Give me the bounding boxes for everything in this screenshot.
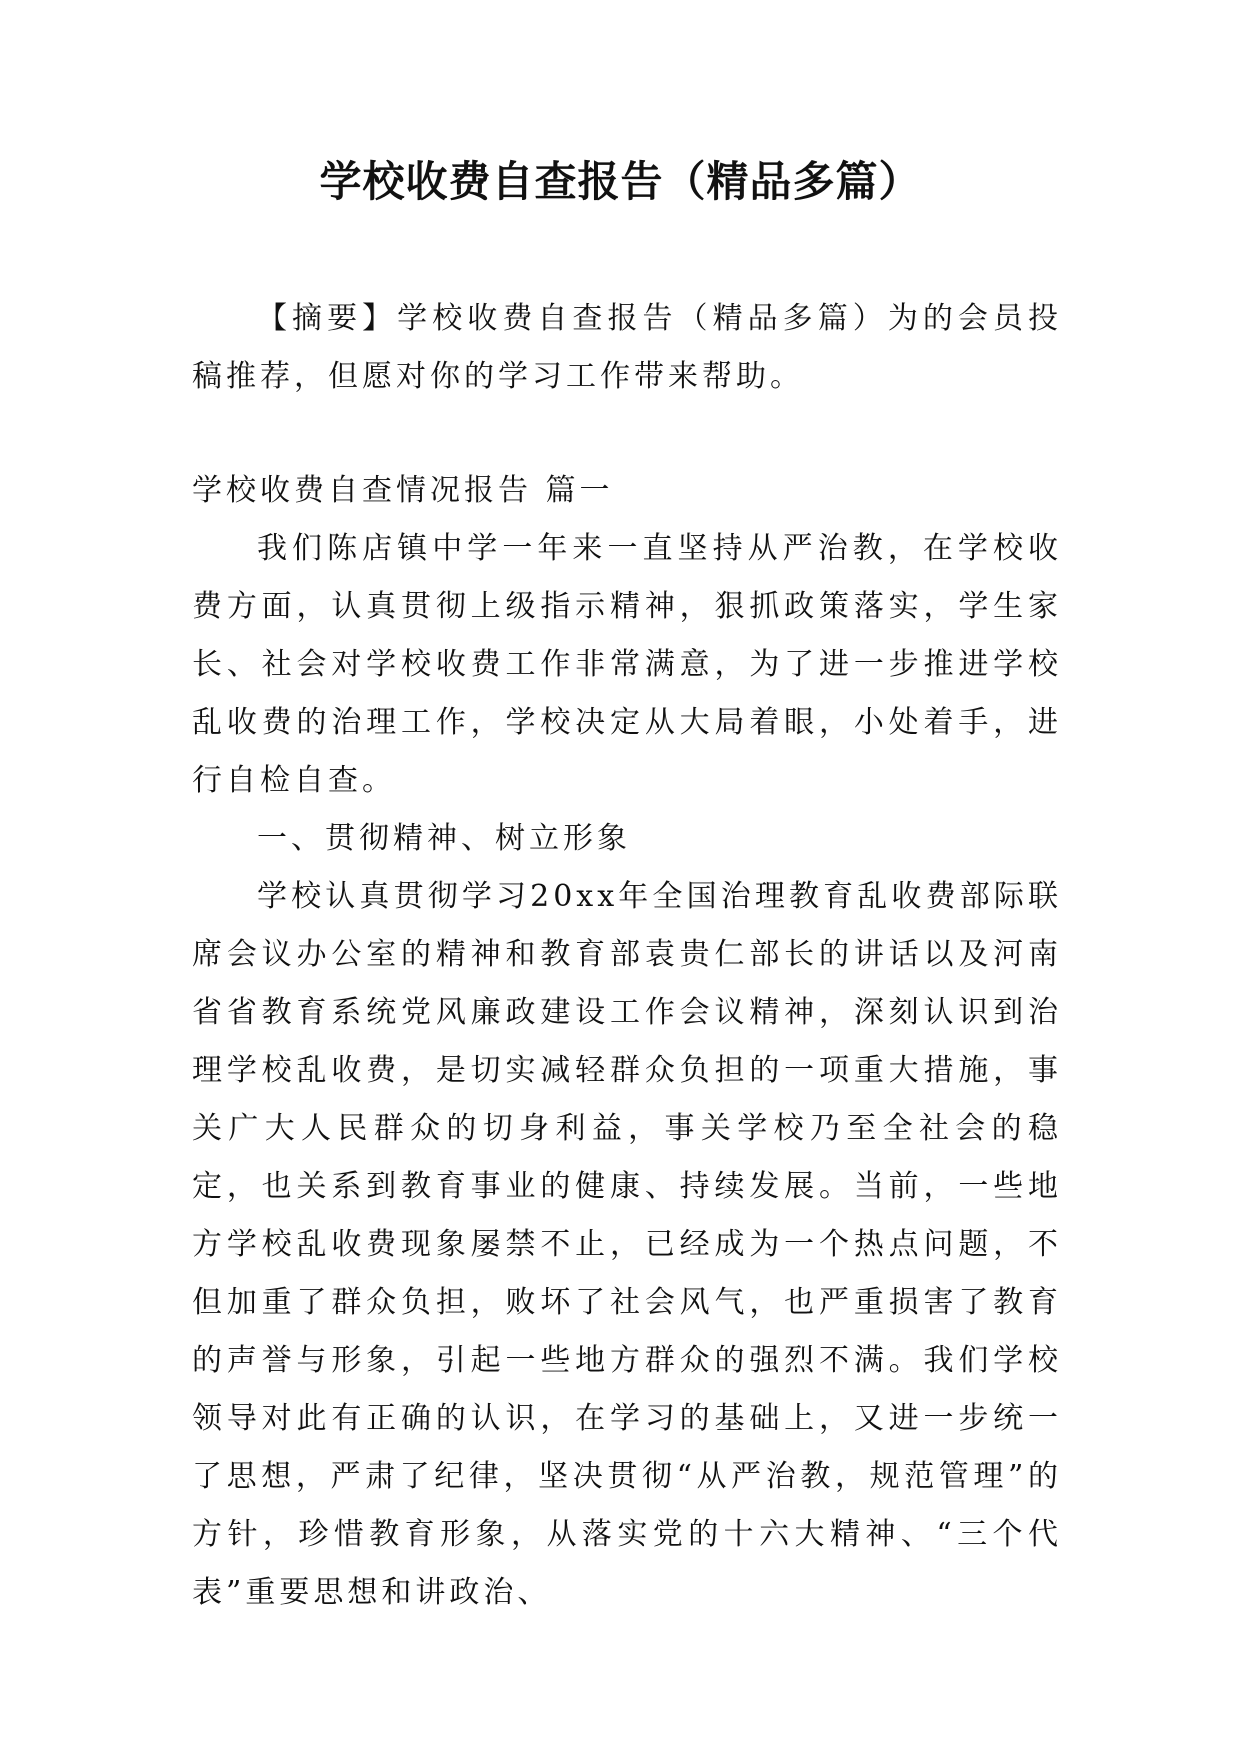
abstract-paragraph: 【摘要】学校收费自查报告（精品多篇）为的会员投稿推荐，但愿对你的学习工作带来帮助。 [192, 301, 1062, 394]
subsection-heading: 一、贯彻精神、树立形象 [257, 821, 631, 856]
document-title: 学校收费自查报告（精品多篇） [319, 157, 922, 206]
body-paragraph: 我们陈店镇中学一年来一直坚持从严治教，在学校收费方面，认真贯彻上级指示精神，狠抓政策落实，学生家长、社会对学校收费工作非常满意，为了进一步推进学校乱收费的治理工作，学校决定从大局着眼，小处着手，进行自检自查。 [192, 531, 1062, 798]
body-text [192, 520, 1062, 1622]
body-paragraph: 学校认真贯彻学习20xx年全国治理教育乱收费部际联席会议办公室的精神和教育部袁贵仁部长的讲话以及河南省省教育系统党风廉政建设工作会议精神，深刻认识到治理学校乱收费，是切实减轻群众负担的一项重大措施，事关广大人民群众的切身利益，事关学校乃至全社会的稳定，也关系到教育事业的健康、持续发展。当前，一些地方学校乱收费现象屡禁不止，已经成为一个热点问题，不但加重了群众负担，败坏了社会风气，也严重损害了教育的声誉与形象，引起一些地方群众的强烈不满。我们学校领导对此有正确的认识，在学习的基础上，又进一步统一了思想，严肃了纪律，坚决贯彻“从严治教，规范管理”的方针，珍惜教育形象，从落实党的十六大精神、“三个代表”重要思想和讲政治、 [192, 879, 1062, 1610]
section-heading: 学校收费自查情况报告 篇一 [192, 473, 614, 508]
